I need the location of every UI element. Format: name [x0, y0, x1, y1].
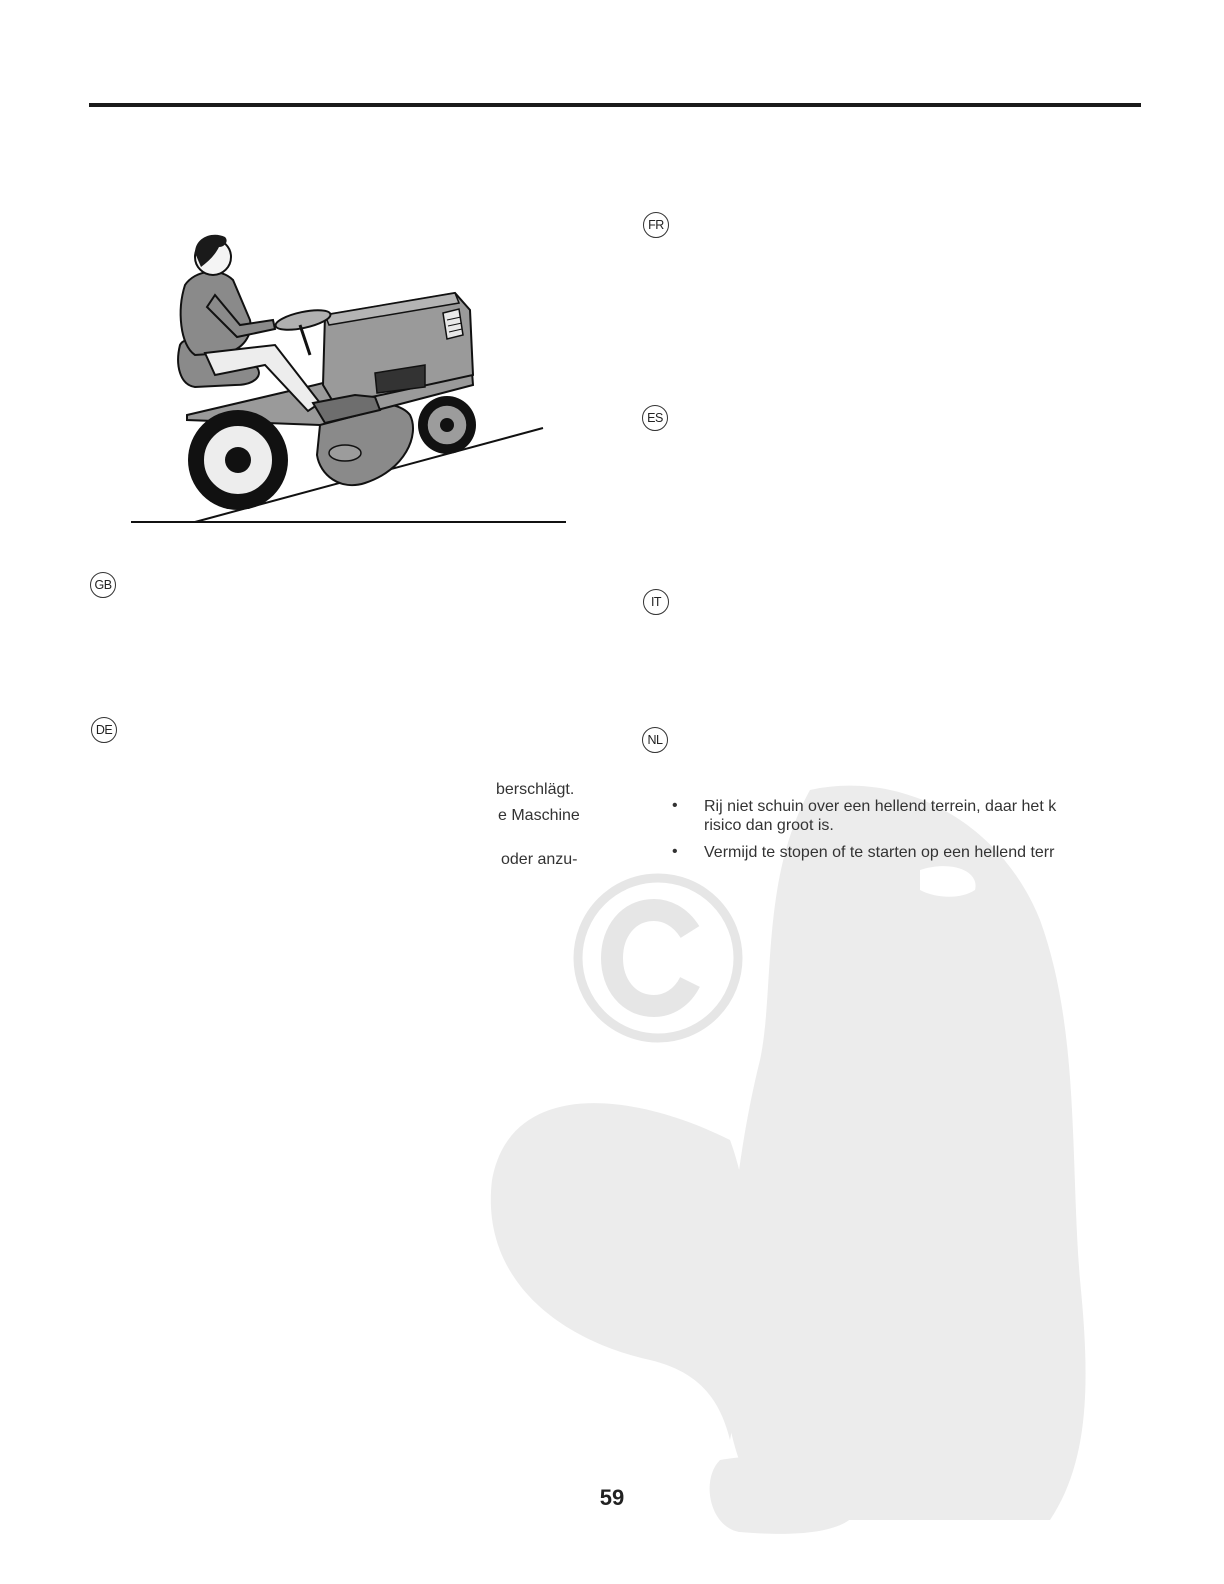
language-badge-de: DE — [91, 717, 117, 743]
bullet-dot: • — [672, 797, 678, 814]
nl-bullet-item — [672, 797, 1102, 839]
language-badge-fr: FR — [643, 212, 669, 238]
de-text-fragment: oder anzu- — [501, 851, 578, 868]
header-rule — [89, 103, 1141, 107]
de-text-fragment: berschlägt. — [496, 781, 575, 798]
copyright-watermark-icon — [570, 870, 746, 1046]
language-badge-gb: GB — [90, 572, 116, 598]
nl-bullet-text: Vermijd te stopen of te starten op een hellend terr — [704, 844, 1055, 861]
nl-bullet-text: Rij niet schuin over een hellend terrein, daar het k risico dan groot is. — [704, 798, 1057, 834]
page-number: 59 — [599, 1485, 625, 1510]
mower-slope-illustration — [125, 225, 575, 530]
language-badge-it: IT — [643, 589, 669, 615]
language-badge-es: ES — [642, 405, 668, 431]
nl-bullet-item — [672, 843, 1102, 865]
de-text-fragment: e Maschine — [498, 807, 580, 824]
bullet-dot: • — [672, 843, 678, 860]
language-badge-nl: NL — [642, 727, 668, 753]
